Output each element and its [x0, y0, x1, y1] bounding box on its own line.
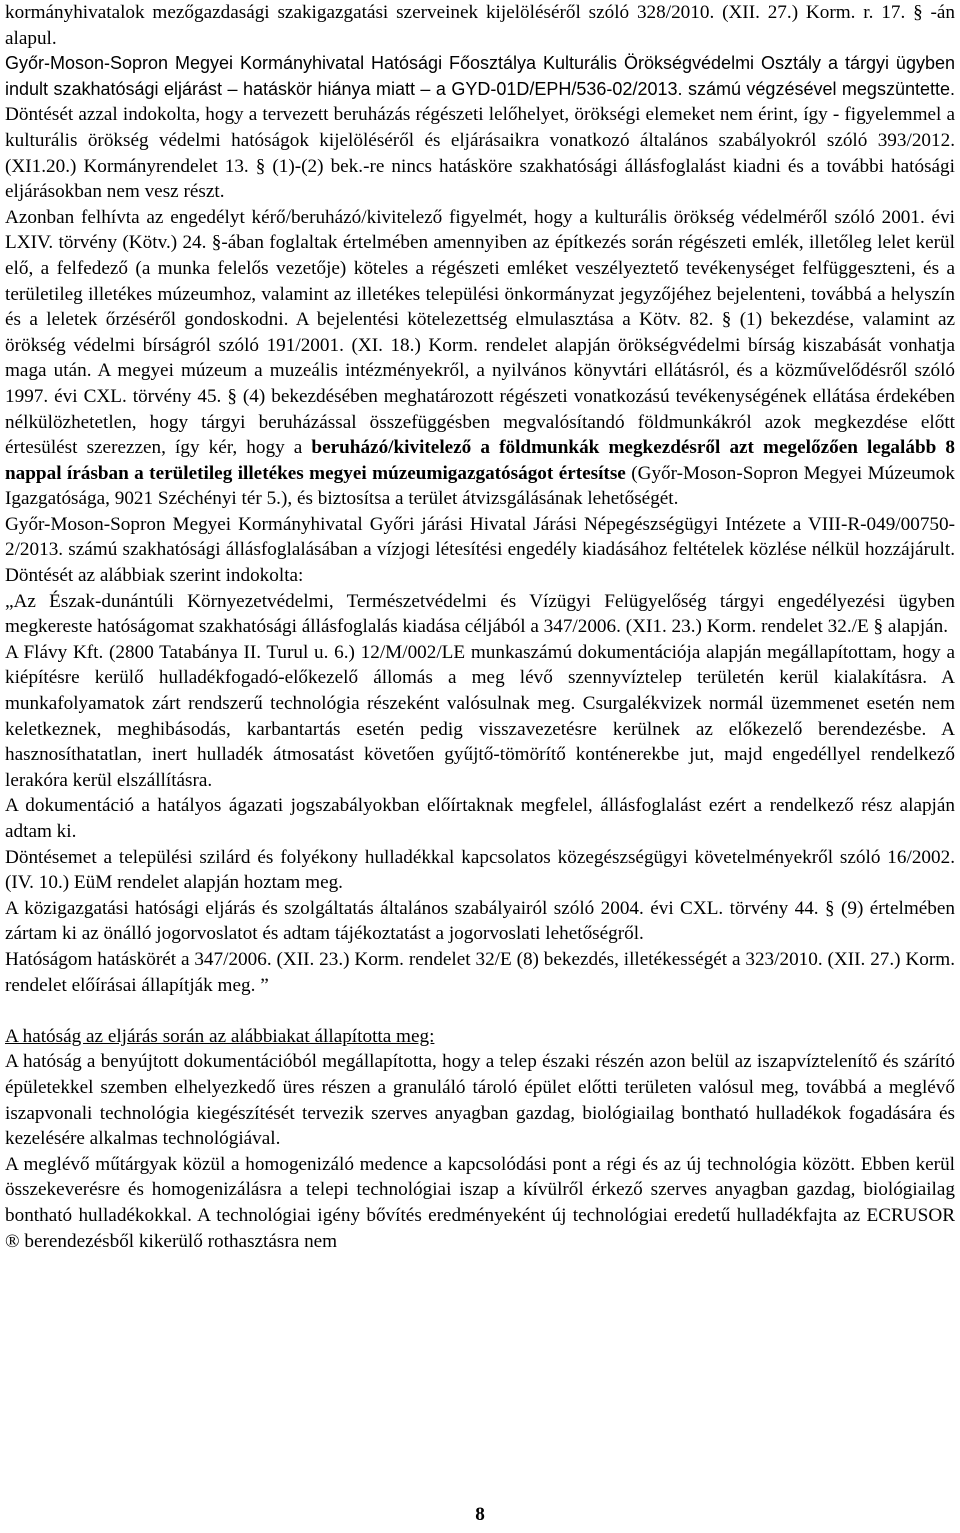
text-run: A meglévő műtárgyak közül a homogenizáló medence a kapcsolódási pont a régi és az új technológia között. Ebben kerül összekeverésre és homogenizálásra a telepi technológiai iszap a kívülről érkező szerves anyagban gazdag, biológiailag bontható hulladékokkal. A technológiai igény bővítés eredményeként új technológiai eredetű hulladékfajta az ECRUSOR ® berendezésből kikerülő rothasztásra nem — [5, 1153, 955, 1252]
paragraph — [5, 589, 955, 640]
page-number: 8 — [475, 1504, 485, 1525]
paragraph — [5, 1049, 955, 1151]
paragraph — [5, 896, 955, 947]
text-run: kormányhivatalok mezőgazdasági szakigazgatási szerveinek kijelöléséről szóló 328/2010. (XII. 27.) Korm. r. 17. § -án alapul. — [5, 2, 955, 49]
text-run: Döntésemet a települési szilárd és folyékony hulladékkal kapcsolatos közegészségügyi követelményekről szóló 16/2002. (IV. 10.) EüM rendelet alapján hoztam meg. — [5, 846, 955, 894]
paragraph — [5, 1024, 955, 1050]
paragraph — [5, 0, 955, 51]
text-run: beruházó/kivitelező a földmunkák megkezdésről azt megelőzően legalább 8 nappal írásban a területileg illetékes megyei múzeumigazgatóságot értesítse — [5, 437, 955, 484]
text-run: A közigazgatási hatósági eljárás és szolgáltatás általános szabályairól szóló 2004. évi CXL. törvény 44. § (9) értelmében zártam ki az önálló jogorvoslatot és adtam tájékoztatást a jogorvoslati lehetőségről. — [5, 897, 955, 945]
text-run: Győr-Moson-Sopron Megyei Kormányhivatal Hatósági Főosztálya Kulturális Örökségvédelmi Osztály a tárgyi ügyben indult szakhatósági eljárást – hatáskör hiánya miatt – a GYD-01D/EPH/536-02/2013. számú végzésével megszüntette. — [5, 53, 955, 99]
paragraph — [5, 947, 955, 998]
paragraph — [5, 845, 955, 896]
paragraph — [5, 512, 955, 589]
paragraph — [5, 51, 955, 205]
paragraph — [5, 205, 955, 512]
text-run: Hatóságom hatáskörét a 347/2006. (XII. 23.) Korm. rendelet 32/E (8) bekezdés, illetékességét a 323/2010. (XII. 27.) Korm. rendelet előírásai állapítják meg. ” — [5, 948, 955, 996]
document-body — [5, 0, 955, 1254]
paragraph — [5, 793, 955, 844]
text-run: Azonban felhívta az engedélyt kérő/beruházó/kivitelező figyelmét, hogy a kulturális örökség védelméről szóló 2001. évi LXIV. törvény (Kötv.) 24. §-ában foglaltak értelmében amennyiben az építkezés során régészeti emlék, illetőleg lelet kerül elő, a felfedező (a munka felelős vezetője) köteles a régészeti emléket veszélyeztető tevékenységet felfüggeszteni, és a területileg illetékes múzeumhoz, valamint az illetékes települési önkormányzat jegyzőjéhez bejelenteni, továbbá a helyszín és a leletek őrzéséről gondoskodni. A bejelentési kötelezettség elmulasztása a Kötv. 82. § (1) bekezdése, valamint az örökség védelmi bírságról szóló 191/2001. (XI. 18.) Korm. rendelet alapján örökségvédelmi bírság kiszabását vonhatja maga után. A megyei múzeum a muzeális intézményekről, a nyilvános könyvtári ellátásról, és a közművelődésről szóló 1997. évi CXL. törvény 45. § (4) bekezdésében meghatározott régészeti vonatkozású tevékenységének ellátása érdekében nélkülözhetetlen, hogy tárgyi beruházással összefüggésben megvalósítandó földmunkákról azok megkezdése előtt értesülést szerezzen, így kér, hogy a — [5, 206, 955, 459]
text-run: A hatóság az eljárás során az alábbiakat állapította meg: — [5, 1025, 435, 1047]
text-run: Győr-Moson-Sopron Megyei Kormányhivatal Győri járási Hivatal Járási Népegészségügyi Intézete a VIII-R-049/00750-2/2013. számú szakhatósági állásfoglalásában a vízjogi létesítési engedély kiadásához feltételek közlése nélkül hozzájárult. Döntését az alábbiak szerint indokolta: — [5, 513, 955, 587]
text-run: A Flávy Kft. (2800 Tatabánya II. Turul u. 6.) 12/M/002/LE munkaszámú dokumentációja alapján megállapítottam, hogy a kiépítésre kerülő hulladékfogadó-előkezelő állomás a meg lévő szennyvíztelep területén kerül kialakításra. A munkafolyamatok zárt rendszerű technológia részeként valósulnak meg. Csurgalékvizek normál üzemmenet esetén nem keletkeznek, meghibásodás, karbantartás esetén pedig visszavezetésre kerülnek az előkezelő berendezésbe. A hasznosíthatatlan, inert hulladék átmosatást követően gyűjtő-tömörítő konténerekbe jut, majd engedéllyel rendelkező lerakóra kerül elszállításra. — [5, 641, 955, 791]
text-run: (Győr-Moson-Sopron Megyei Múzeumok Igazgatósága, 9021 Széchényi tér 5.), és biztosítsa a terület átvizsgálásának lehetőségét. — [5, 462, 955, 510]
text-run: A hatóság a benyújtott dokumentációból megállapította, hogy a telep északi részén azon belül az iszapvíztelenítő és szárító épületekkel szemben elhelyezkedő üres részen a granuláló tároló épület előtti területen valósul meg, továbbá a meglévő iszapvonali technológia kiegészítését tervezik szerves anyagban gazdag, biológiailag bontható hulladékok fogadására és kezelésére alkalmas technológiával. — [5, 1051, 955, 1150]
text-run: A dokumentáció a hatályos ágazati jogszabályokban előírtaknak megfelel, állásfoglalást ezért a rendelkező rész alapján adtam ki. — [5, 795, 955, 842]
paragraph — [5, 640, 955, 794]
text-run: „Az Észak-dunántúli Környezetvédelmi, Természetvédelmi és Vízügyi Felügyelőség tárgyi engedélyezési ügyben megkereste hatóságomat szakhatósági állásfoglalás kiadása céljából a 347/2006. (XI1. 23.) Korm. rendelet 32./E § alapján. — [5, 590, 955, 638]
paragraph-spacer — [5, 998, 955, 1024]
paragraph — [5, 1152, 955, 1254]
text-run: Döntését azzal indokolta, hogy a tervezett beruházás régészeti lelőhelyet, örökségi elemeket nem érint, így - figyelemmel a kulturális örökség védelmi hatóságok kijelöléséről és eljárásaikra vonatkozó általános szabályokról szóló 393/2012. (XI1.20.) Kormányrendelet 13. § (1)-(2) bek.-re nincs hatásköre szakhatósági állásfoglalást kiadni és a további hatósági eljárásokban nem vesz részt. — [5, 104, 955, 203]
